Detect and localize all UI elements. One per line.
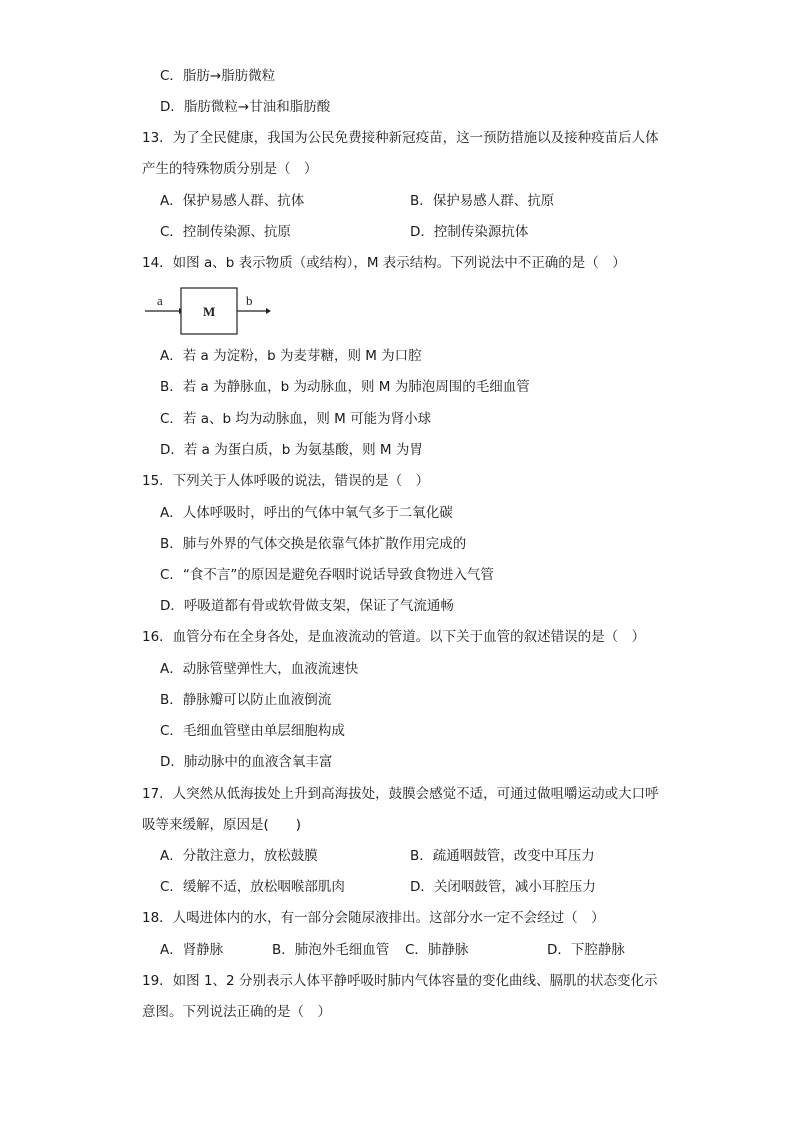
diagram-label-b: b	[246, 293, 253, 308]
question-19-line2: 意图。下列说法正确的是（ ）	[142, 1004, 331, 1020]
option-16d: D．肺动脉中的血液含氧丰富	[160, 754, 333, 770]
option-17c: C．缓解不适，放松咽喉部肌肉	[160, 879, 345, 895]
question-18: 18．人喝进体内的水，有一部分会随尿液排出。这部分水一定不会经过（ ）	[142, 910, 605, 926]
question-13-line1: 13．为了全民健康，我国为公民免费接种新冠疫苗，这一预防措施以及接种疫苗后人体	[142, 130, 659, 146]
option-13a: A．保护易感人群、抗体	[160, 193, 305, 209]
option-18a: A．肾静脉	[160, 942, 224, 958]
question-17-line1: 17．人突然从低海拔处上升到高海拔处，鼓膜会感觉不适，可通过做咀嚼运动或大口呼	[142, 786, 659, 802]
option-13d: D．控制传染源抗体	[410, 224, 529, 240]
question-13-line2: 产生的特殊物质分别是（ ）	[142, 161, 318, 177]
option-14d: D．若 a 为蛋白质，b 为氨基酸，则 M 为胃	[160, 442, 423, 458]
option-17a: A．分散注意力，放松鼓膜	[160, 848, 318, 864]
diagram-label-m: M	[203, 304, 216, 319]
option-18d: D．下腔静脉	[547, 942, 625, 958]
diagram-label-a: a	[157, 293, 163, 308]
option-15c: C．“食不言”的原因是避免吞咽时说话导致食物进入气管	[160, 567, 494, 583]
option-15b: B．肺与外界的气体交换是依靠气体扩散作用完成的	[160, 536, 467, 552]
option-17b: B．疏通咽鼓管，改变中耳压力	[410, 848, 595, 864]
option-17d: D．关闭咽鼓管，减小耳腔压力	[410, 879, 596, 895]
option-12c: C．脂肪→脂肪微粒	[160, 68, 276, 84]
option-15a: A．人体呼吸时，呼出的气体中氧气多于二氧化碳	[160, 505, 453, 521]
option-12d: D．脂肪微粒→甘油和脂肪酸	[160, 99, 331, 115]
option-18b: B．肺泡外毛细血管	[272, 942, 390, 958]
option-15d: D．呼吸道都有骨或软骨做支架，保证了气流通畅	[160, 598, 454, 614]
option-14b: B．若 a 为静脉血，b 为动脉血，则 M 为肺泡周围的毛细血管	[160, 379, 530, 395]
option-14c: C．若 a、b 均为动脉血，则 M 可能为肾小球	[160, 411, 432, 427]
option-13c: C．控制传染源、抗原	[160, 224, 291, 240]
structure-diagram	[143, 287, 283, 343]
question-17-line2: 吸等来缓解，原因是( )	[142, 817, 302, 833]
option-16b: B．静脉瓣可以防止血液倒流	[160, 692, 332, 708]
question-16: 16．血管分布在全身各处，是血液流动的管道。以下关于血管的叙述错误的是（ ）	[142, 629, 646, 645]
question-15: 15．下列关于人体呼吸的说法，错误的是（ ）	[142, 473, 430, 489]
option-13b: B．保护易感人群、抗原	[410, 193, 555, 209]
option-14a: A．若 a 为淀粉，b 为麦芽糖，则 M 为口腔	[160, 348, 422, 364]
question-19-line1: 19．如图 1、2 分别表示人体平静呼吸时肺内气体容量的变化曲线、膈肌的状态变化示	[142, 973, 658, 989]
option-16c: C．毛细血管壁由单层细胞构成	[160, 723, 345, 739]
option-18c: C．肺静脉	[405, 942, 469, 958]
question-14: 14．如图 a、b 表示物质（或结构），M 表示结构。下列说法中不正确的是（ ）	[142, 255, 626, 271]
option-16a: A．动脉管壁弹性大，血液流速快	[160, 661, 359, 677]
